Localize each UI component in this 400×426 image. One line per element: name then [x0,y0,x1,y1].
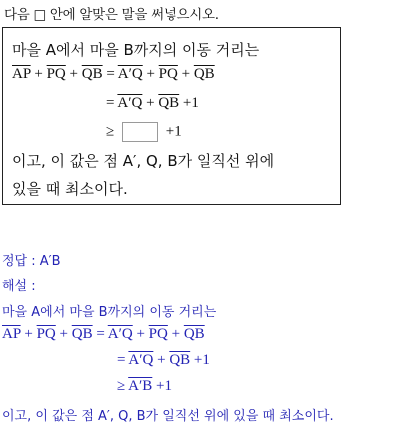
equals-sign: = [96,326,105,342]
segment-qb: $\overline{QB}$ [158,95,180,111]
equals-sign: = [106,95,115,111]
question-line-4 [106,122,182,142]
segment-aprime-q: A′Q [117,95,143,111]
segment-pq-2: $\overline{PQ}$ [158,66,178,82]
question-line-3: = $A'Q + \overline{QB} +1$ [106,95,199,111]
question-line-5: 이고, 이 값은 점 A′, Q, B가 일직선 위에 [12,152,275,170]
plus-one: +1 [182,95,199,111]
plus-one: +1 [156,378,173,394]
explanation-line-2: $\overline{AP} + \overline{PQ} + \overline{QB} = A'Q + \overline{PQ} + \overline{QB}$ [2,326,205,342]
plus-one: +1 [165,123,182,140]
segment-pq-2: $\overline{PQ}$ [148,326,168,342]
segment-ap: $\overline{AP}$ [2,326,21,342]
segment-pq: $\overline{PQ}$ [46,66,66,82]
question-box [2,27,341,205]
equals-sign: = [117,352,126,368]
question-line-6: 있을 때 최소이다. [12,180,128,198]
explanation-line-4 [117,378,172,395]
segment-qb: $\overline{QB}$ [169,352,191,368]
segment-qb-2: $\overline{QB}$ [183,326,205,342]
segment-aprime-q: A′Q [128,352,154,368]
greater-equal-sign: ≥ [106,123,115,140]
segment-pq: $\overline{PQ}$ [36,326,56,342]
segment-ap: $\overline{AP}$ [12,66,31,82]
plus-one: +1 [193,352,210,368]
equals-sign: = [106,66,115,82]
answer-blank-box[interactable] [122,122,158,142]
segment-aprime-q: A′Q [117,66,143,82]
segment-aprime-q: A′Q [107,326,133,342]
explanation-line-5: 이고, 이 값은 점 A′, Q, B가 일직선 위에 있을 때 최소이다. [2,409,334,424]
answer-label: 정답 : A′B [2,254,61,269]
explanation-label: 해설 : [2,279,36,294]
explanation-line-1: 마을 A에서 마을 B까지의 이동 거리는 [2,305,217,320]
greater-equal-sign: ≥ [117,378,126,394]
segment-qb: $\overline{QB}$ [81,66,103,82]
instruction-text: 다음 □ 안에 알맞은 말을 써넣으시오. [4,7,219,23]
segment-aprime-b: A′B [128,378,153,394]
question-line-1: 마을 A에서 마을 B까지의 이동 거리는 [12,41,260,59]
question-line-2: $\overline{AP} + \overline{PQ} + \overline{QB} = A'Q + \overline{PQ} + \overline{QB}$ [12,66,215,82]
segment-qb-2: $\overline{QB}$ [193,66,215,82]
explanation-line-3: = $A'Q + \overline{QB} +1$ [117,352,210,368]
segment-qb: $\overline{QB}$ [71,326,93,342]
